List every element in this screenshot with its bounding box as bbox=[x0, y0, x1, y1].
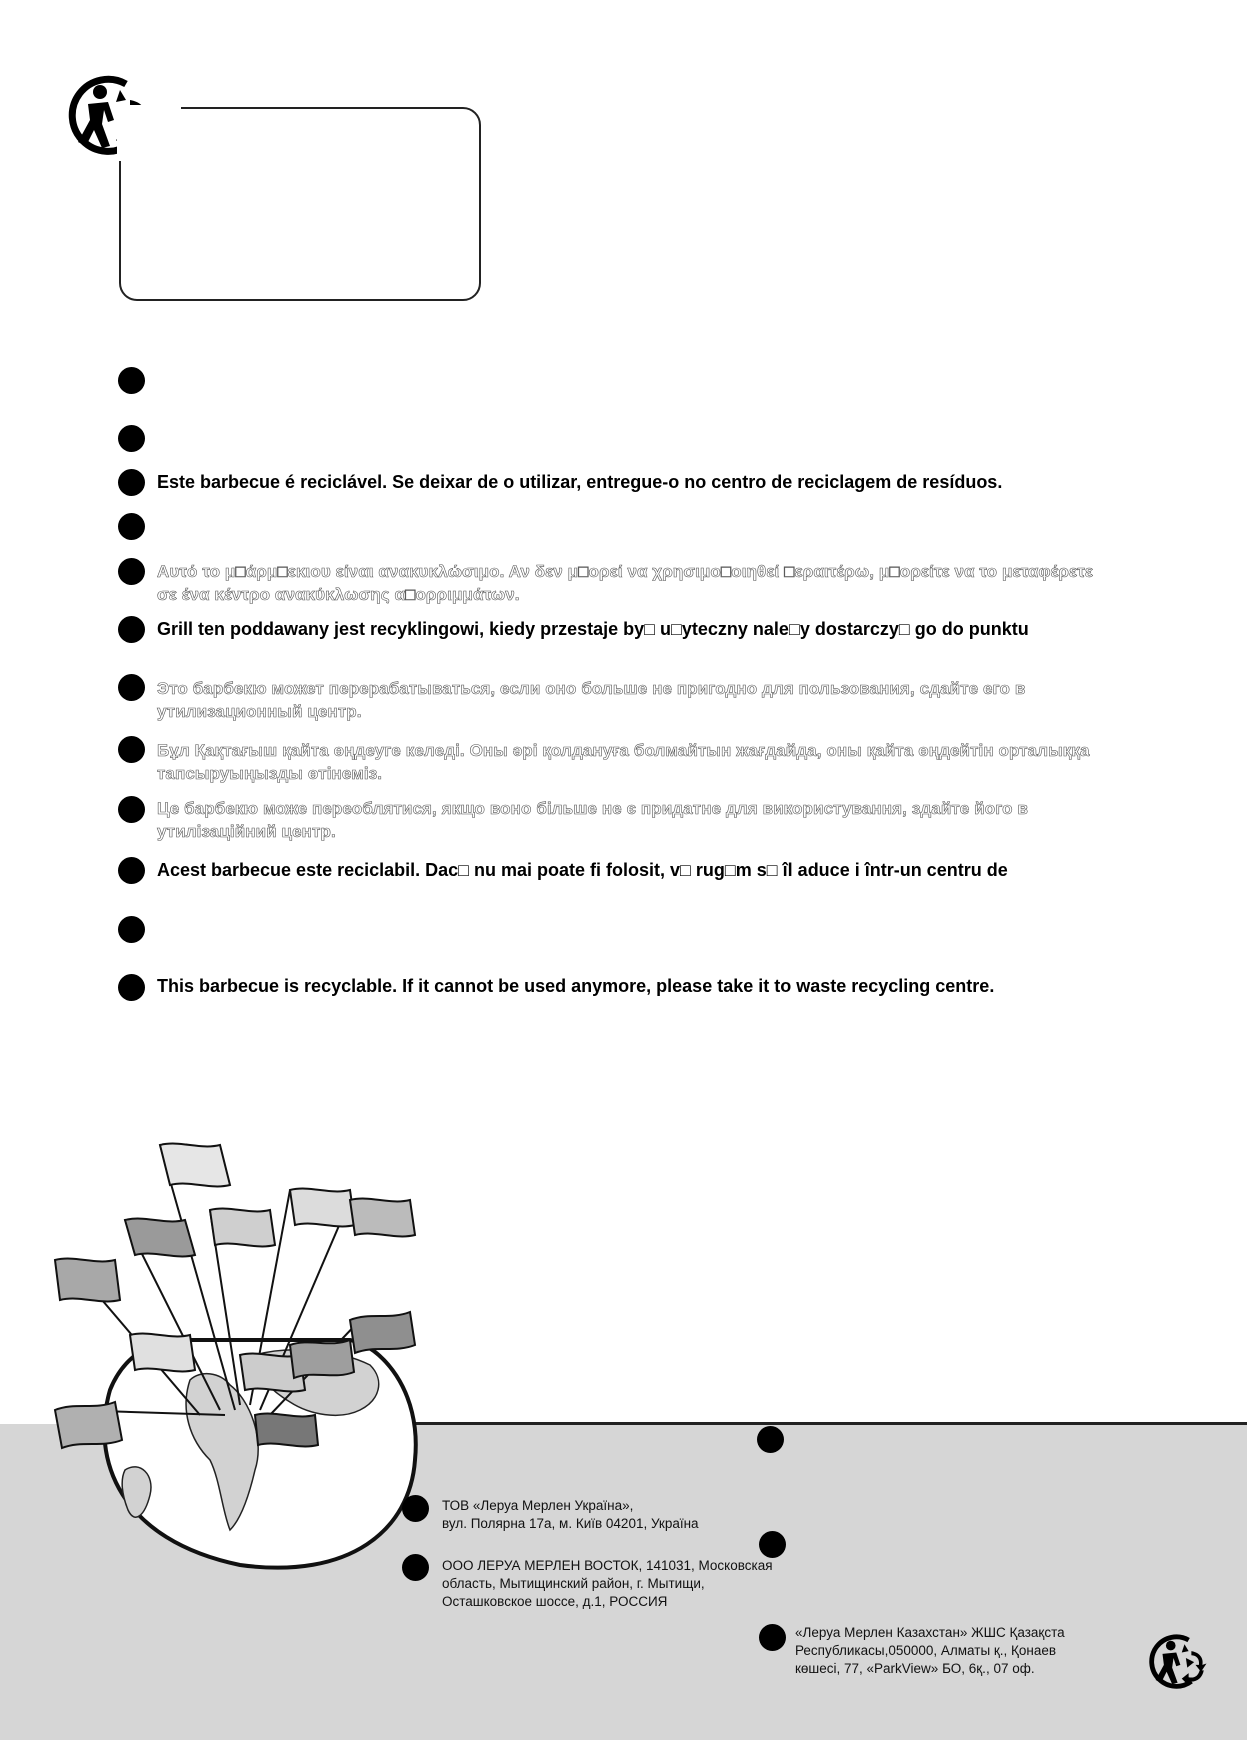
recycling-triman-icon bbox=[1146, 1630, 1212, 1690]
bullet-marker bbox=[759, 1531, 786, 1558]
bullet-marker bbox=[118, 513, 145, 540]
bullet-marker bbox=[118, 857, 145, 884]
address-ukraine bbox=[442, 1497, 699, 1533]
address-russia bbox=[442, 1557, 773, 1611]
notice-text-polish: Grill ten poddawany jest recyklingowi, kiedy przestaje by□ u□yteczny nale□y dostarczy□ go do punktu bbox=[157, 619, 1029, 639]
address-line: «Леруа Мерлен Казахстан» ЖШС Қазақста bbox=[795, 1625, 1065, 1640]
bullet-marker bbox=[757, 1426, 784, 1453]
bullet-marker bbox=[118, 736, 145, 763]
notice-text-kazakh: Бұл Қақтағыш қайта өңдеуге келеді. Оны әрі қолдануға болмайтын жағдайда, оны қайта өңдейтін орталыққа тапсыруыңызды өтінеміз. bbox=[157, 741, 1090, 783]
address-line: ТОВ «Леруа Мерлен Україна», bbox=[442, 1498, 634, 1513]
bullet-marker bbox=[118, 916, 145, 943]
bullet-marker bbox=[118, 558, 145, 585]
notice-text-greek: Αυτό το μ□άρμ□εκιου είναι ανακυκλώσιμο. Αν δεν μ□ορεί να χρησιμο□οιηθεί □εραιτέρω, μ□ορείτε να το μεταφέρετε σε ένα κέντρο ανακύκλωσης α□ορριμμάτων. bbox=[157, 562, 1094, 604]
bullet-marker bbox=[759, 1624, 786, 1651]
notice-text-romanian: Acest barbecue este reciclabil. Dac□ nu mai poate fi folosit, v□ rug□m s□ îl aduce i într-un centru de bbox=[157, 860, 1008, 880]
notice-text-english: This barbecue is recyclable. If it cannot be used anymore, please take it to waste recycling centre. bbox=[157, 976, 995, 996]
bullet-marker bbox=[118, 796, 145, 823]
address-line: область, Мытищинский район, г. Мытищи, bbox=[442, 1576, 705, 1591]
notice-text-ukrainian: Це барбекю може переоблятися, якщо воно більше не є придатне для використування, здайте його в утилізаційний центр. bbox=[157, 799, 1029, 841]
notice-text-portuguese: Este barbecue é reciclável. Se deixar de o utilizar, entregue-o no centro de reciclagem de resíduos. bbox=[157, 472, 1003, 492]
notice-text-russian: Это барбекю может перерабатываться, если оно больше не пригодно для пользования, сдайте его в утилизационный центр. bbox=[157, 679, 1026, 721]
bullet-marker bbox=[118, 469, 145, 496]
bullet-marker bbox=[402, 1554, 429, 1581]
address-line: Республикасы,050000, Алматы қ., Қонаев bbox=[795, 1643, 1057, 1658]
bullet-marker bbox=[118, 674, 145, 701]
address-line: көшесі, 77, «ParkView» БО, 6қ., 07 оф. bbox=[795, 1661, 1035, 1676]
address-kazakhstan bbox=[795, 1624, 1065, 1678]
address-line: вул. Полярна 17а, м. Київ 04201, Україна bbox=[442, 1516, 699, 1531]
bullet-marker bbox=[118, 367, 145, 394]
bullet-marker bbox=[118, 974, 145, 1001]
address-line: ООО ЛЕРУА МЕРЛЕН ВОСТОК, 141031, Московская bbox=[442, 1558, 773, 1573]
bullet-marker bbox=[118, 425, 145, 452]
bullet-marker bbox=[118, 616, 145, 643]
address-line: Осташковское шоссе, д.1, РОССИЯ bbox=[442, 1594, 668, 1609]
footer-divider bbox=[380, 1422, 1247, 1425]
bullet-marker bbox=[402, 1495, 429, 1522]
empty-label-frame bbox=[119, 107, 481, 301]
